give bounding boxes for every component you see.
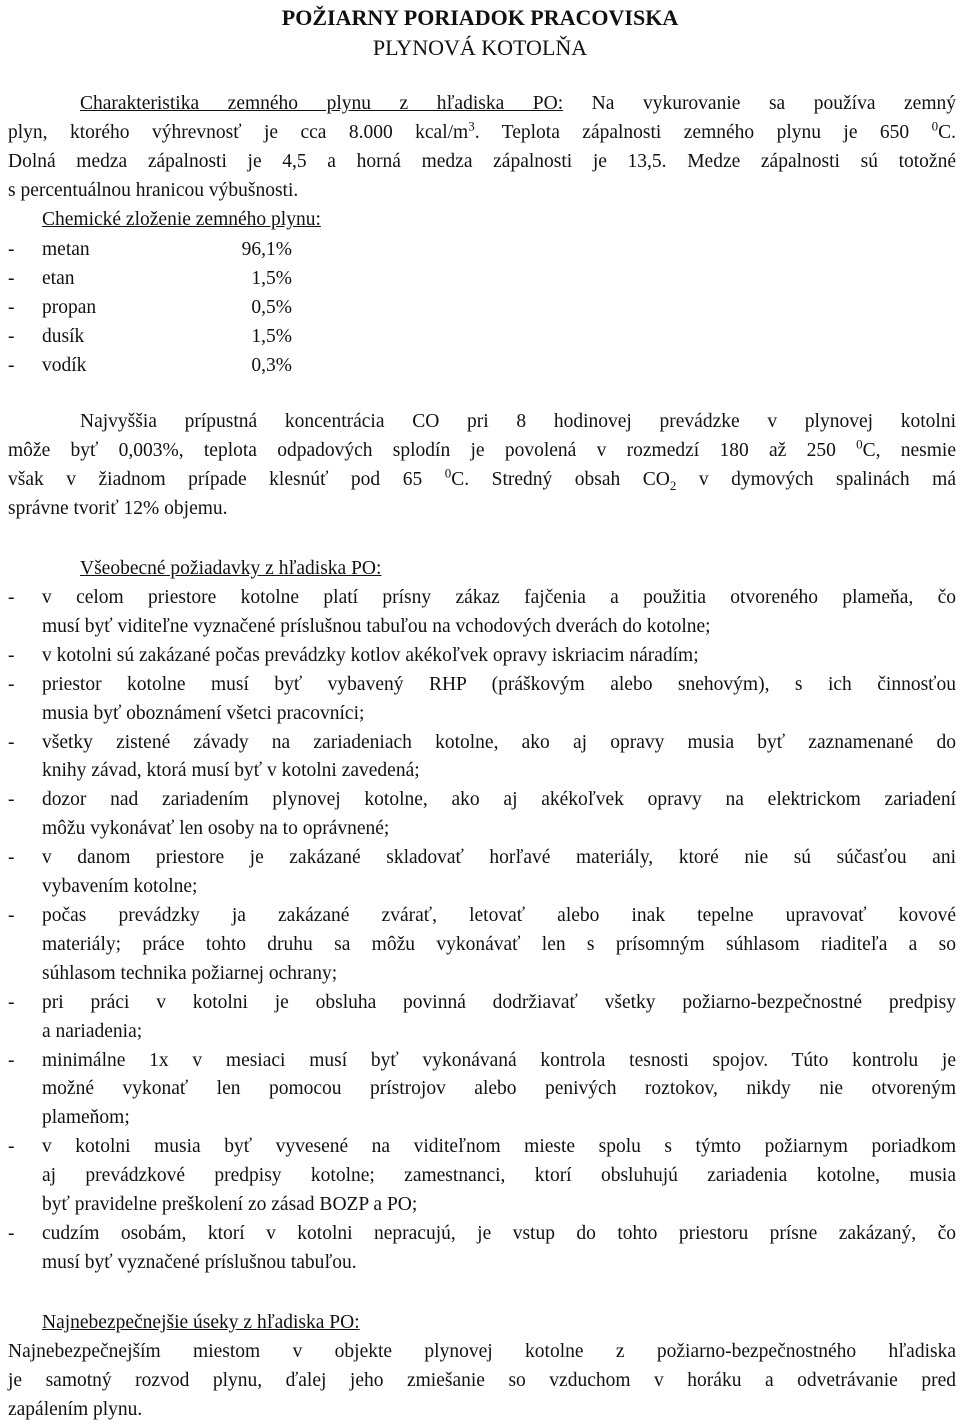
list-item-line: možné vykonať len pomocou prístrojov alebo penivých roztokov, nikdy nie otvoreným (42, 1078, 956, 1100)
co-line-2: môže byť 0,003%, teplota odpadových splodín je povolená v rozmedzí 180 až 250 $^0$C, nesmie (8, 436, 956, 461)
list-item-line: knihy závad, ktorá musí byť v kotolni zavedená; (42, 760, 420, 782)
list-item-line: materiály; práce tohto druhu sa môžu vykonávať len s prísomným súhlasom riaditeľa a so (42, 933, 956, 955)
list-item-line: musí byť viditeľne vyznačené príslušnou tabuľou na vchodových dverách do kotolne; (42, 615, 711, 637)
characteristics-line-4: s percentuálnou hranicou výbušnosti. (8, 180, 299, 201)
list-item-line: dozor nad zariadením plynovej kotolne, ako aj akékoľvek opravy na elektrickom zariadení (42, 789, 956, 811)
characteristics-heading: Charakteristika zemného plynu z hľadiska PO: (80, 93, 564, 114)
general-heading: Všeobecné požiadavky z hľadiska PO: (80, 558, 382, 579)
general-requirements-list (8, 584, 956, 1278)
list-item (8, 989, 956, 1047)
list-item-line: všetky zistené závady na zariadeniach kotolne, ako aj opravy musia byť zaznamenané do (42, 731, 956, 753)
composition-name: dusík (42, 325, 85, 347)
list-dash: - (8, 239, 15, 260)
composition-name: etan (42, 267, 75, 289)
list-item-line: aj prevádzkové predpisy kotolne; zamestnanci, ktorí obsluhujú zariadenia kotolne, musia (42, 1165, 956, 1187)
characteristics-line-2: plyn, ktorého výhrevnosť je cca 8.000 kcal/$m^3$. Teplota zápalnosti zemného plynu je 650 $^0$C. (8, 118, 956, 143)
list-dash: - (8, 267, 15, 289)
list-dash: - (8, 1222, 15, 1244)
list-item (8, 786, 956, 844)
list-item-line: minimálne 1x v mesiaci musí byť vykonávaná kontrola tesnosti spojov. Túto kontrolu je (42, 1049, 956, 1071)
list-item (8, 729, 956, 787)
list-item-line: a nariadenia; (42, 1020, 143, 1042)
list-item-line: súhlasom technika požiarnej ochrany; (42, 962, 338, 984)
list-dash: - (8, 789, 15, 811)
co-line-4: správne tvoriť 12% objemu. (8, 498, 228, 519)
composition-item (8, 323, 308, 352)
composition-list (8, 236, 308, 380)
list-dash: - (8, 587, 15, 608)
list-item (8, 584, 956, 642)
co-line-1: Najvyššia prípustná koncentrácia CO pri 8 hodinovej prevádzke v plynovej kotolni (80, 411, 956, 432)
list-item-line: v kotolni sú zakázané počas prevádzky kotlov akékoľvek opravy iskriacim náradím; (42, 644, 699, 666)
composition-item (8, 294, 308, 323)
dangerous-line-1: Najnebezpečnejším miestom v objekte plynovej kotolne z požiarno-bezpečnostného hľadiska (8, 1341, 956, 1362)
composition-name: propan (42, 296, 97, 318)
list-dash: - (8, 354, 15, 376)
list-item (8, 642, 956, 671)
list-item-line: v danom priestore je zakázané skladovať horľavé materiály, ktoré nie sú súčasťou ani (42, 847, 956, 869)
list-dash: - (8, 1049, 15, 1071)
list-dash: - (8, 673, 15, 695)
list-item (8, 844, 956, 902)
composition-value: 1,5% (251, 325, 292, 347)
characteristics-line-3: Dolná medza zápalnosti je 4,5 a horná medza zápalnosti je 13,5. Medze zápalnosti sú totožné (8, 151, 956, 172)
list-item-line: pri práci v kotolni je obsluha povinná dodržiavať všetky požiarno-bezpečnostné predpisy (42, 991, 956, 1013)
list-dash: - (8, 847, 15, 869)
composition-name: metan (42, 239, 90, 260)
list-item (8, 671, 956, 729)
list-dash: - (8, 325, 15, 347)
list-item (8, 902, 956, 989)
composition-value: 96,1% (241, 239, 292, 260)
co-line-3: však v žiadnom prípade klesnúť pod 65 $^0$C. Stredný obsah $CO_2$ v dymových spalinách má (8, 465, 956, 493)
composition-value: 1,5% (251, 267, 292, 289)
composition-value: 0,3% (251, 354, 292, 376)
list-dash: - (8, 644, 15, 666)
list-item-line: v celom priestore kotolne platí prísny zákaz fajčenia a použitia otvoreného plameňa, čo (42, 587, 956, 608)
list-dash: - (8, 991, 15, 1013)
composition-item (8, 236, 308, 265)
composition-item (8, 265, 308, 294)
composition-name: vodík (42, 354, 87, 376)
document-title: POŽIARNY PORIADOK PRACOVISKA (281, 5, 679, 30)
list-dash: - (8, 1136, 15, 1158)
list-dash: - (8, 904, 15, 926)
list-item-line: plameňom; (42, 1107, 130, 1129)
list-item-line: musia byť oboznámení všetci pracovníci; (42, 702, 365, 724)
list-item-line: priestor kotolne musí byť vybavený RHP (práškovým alebo snehovým), s ich činnosťou (42, 673, 956, 695)
list-item-line: musí byť vyznačené príslušnou tabuľou. (42, 1251, 357, 1273)
list-dash: - (8, 731, 15, 753)
list-item-line: byť pravidelne preškolení zo zásad BOZP a PO; (42, 1194, 418, 1216)
list-item-line: v kotolni musia byť vyvesené na viditeľnom mieste spolu s týmto požiarnym poriadkom (42, 1136, 956, 1158)
document-subtitle: PLYNOVÁ KOTOLŇA (372, 35, 588, 60)
list-item (8, 1047, 956, 1134)
dangerous-line-3: zapálením plynu. (8, 1399, 143, 1420)
composition-value: 0,5% (251, 296, 292, 318)
characteristics-line-1: Charakteristika zemného plynu z hľadiska PO: Na vykurovanie sa používa zemný (80, 93, 956, 114)
dangerous-heading: Najnebezpečnejšie úseky z hľadiska PO: (42, 1312, 360, 1333)
list-item (8, 1133, 956, 1220)
dangerous-line-2: je samotný rozvod plynu, ďalej jeho zmiešanie so vzduchom v horáku a odvetrávanie pred (8, 1370, 956, 1391)
list-item-line: cudzím osobám, ktorí v kotolni nepracujú, je vstup do tohto priestoru prísne zakázaný, čo (42, 1222, 956, 1244)
list-item-line: vybavením kotolne; (42, 876, 198, 898)
list-dash: - (8, 296, 15, 318)
composition-heading: Chemické zloženie zemného plynu: (42, 209, 321, 230)
list-item (8, 1220, 956, 1278)
list-item-line: počas prevádzky ja zakázané zvárať, letovať alebo inak tepelne upravovať kovové (42, 904, 956, 926)
composition-item (8, 352, 308, 381)
list-item-line: môžu vykonávať len osoby na to oprávnené; (42, 818, 390, 840)
